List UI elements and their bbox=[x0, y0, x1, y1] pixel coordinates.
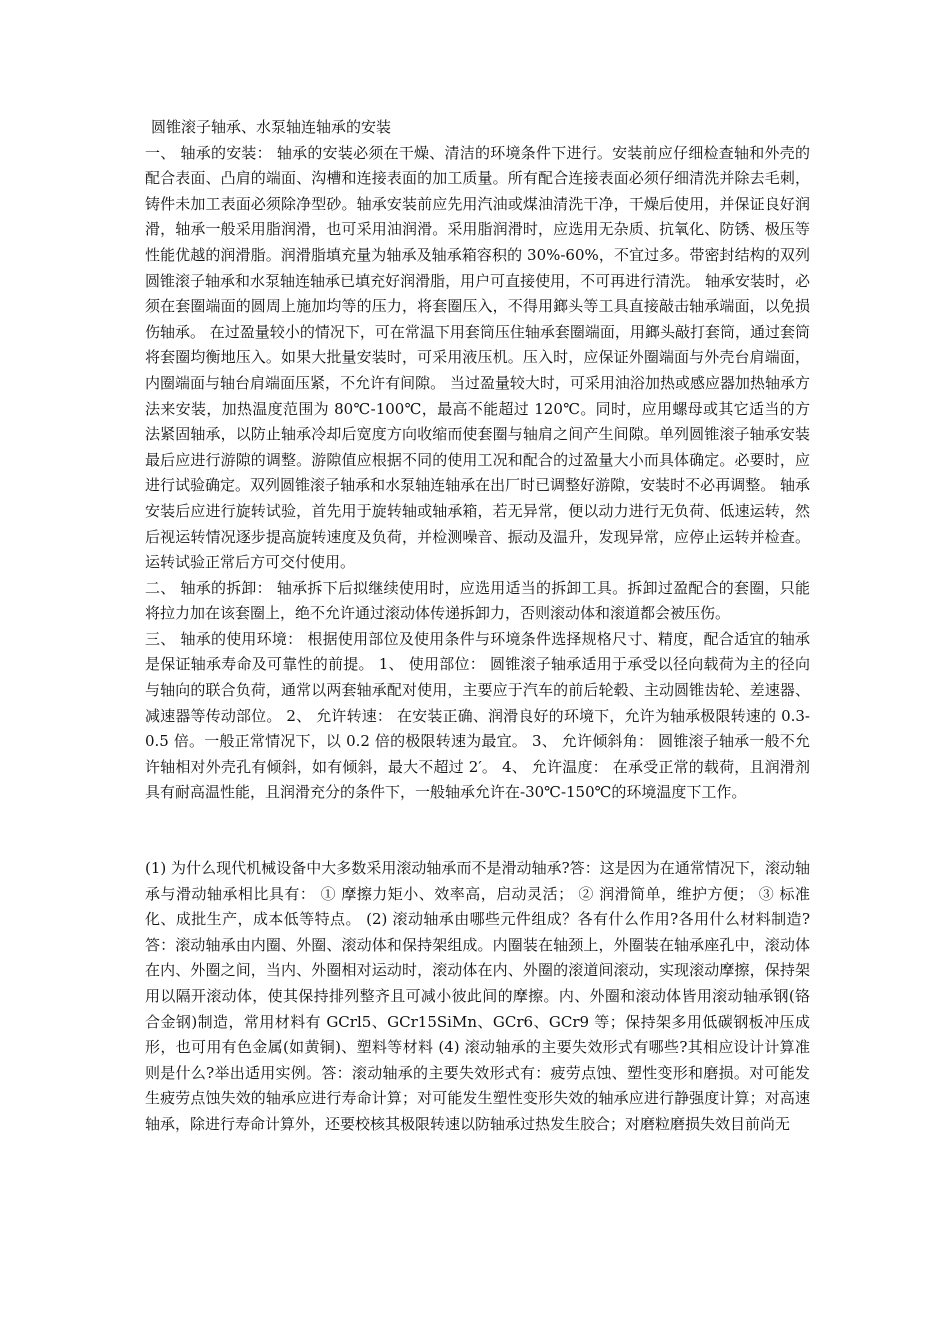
paragraph-gap bbox=[145, 806, 810, 856]
qa-section: (1) 为什么现代机械设备中大多数采用滚动轴承而不是滑动轴承?答：这是因为在通常情况下，滚动轴承与滑动轴承相比具有： ① 摩擦力矩小、效率高，启动灵活； ② 润滑简单，维护方便； ③ 标准化、成批生产，成本低等特点。 (2) 滚动轴承由哪些元件组成？各有什么作用?各用什么材料制造?答：滚动轴承由内圈、外圈、滚动体和保持架组成。内圈装在轴颈上，外圈装在轴承座孔中，滚动体在内、外圈之间，当内、外圈相对运动时，滚动体在内、外圈的滚道间滚动，实现滚动摩擦，保持架用以隔开滚动体，使其保持排列整齐且可减小彼此间的摩擦。内、外圈和滚动体皆用滚动轴承钢(铬合金钢)制造，常用材料有 GCrl5、GCr15SiMn、GCr6、GCr9 等；保持架多用低碳钢板冲压成形，也可用有色金属(如黄铜)、塑料等材料 (4) 滚动轴承的主要失效形式有哪些?其相应设计计算准则是什么?举出适用实例。答：滚动轴承的主要失效形式有：疲劳点蚀、塑性变形和磨损。对可能发生疲劳点蚀失效的轴承应进行寿命计算；对可能发生塑性变形失效的轴承应进行静强度计算；对高速轴承，除进行寿命计算外，还要校核其极限转速以防轴承过热发生胶合；对磨粒磨损失效目前尚无 bbox=[145, 859, 810, 1133]
document-body bbox=[145, 115, 810, 1138]
document-title: 圆锥滚子轴承、水泵轴连轴承的安装 bbox=[151, 118, 392, 136]
section-removal: 二、 轴承的拆卸： 轴承拆下后拟继续使用时，应选用适当的拆卸工具。拆卸过盈配合的套圈，只能将拉力加在该套圈上，绝不允许通过滚动体传递拆卸力，否则滚动体和滚道都会被压伤。 bbox=[145, 578, 810, 623]
section-installation: 一、 轴承的安装： 轴承的安装必须在干燥、清洁的环境条件下进行。安装前应仔细检查轴和外壳的配合表面、凸肩的端面、沟槽和连接表面的加工质量。所有配合连接表面必须仔细清洗并除去毛刺，铸件未加工表面必须除净型砂。轴承安装前应先用汽油或煤油清洗干净，干燥后使用，并保证良好润滑，轴承一般采用脂润滑，也可采用油润滑。采用脂润滑时，应选用无杂质、抗氧化、防锈、极压等性能优越的润滑脂。润滑脂填充量为轴承及轴承箱容积的 30%-60%，不宜过多。带密封结构的双列圆锥滚子轴承和水泵轴连轴承已填充好润滑脂，用户可直接使用，不可再进行清洗。 轴承安装时，必须在套圈端面的圆周上施加均等的压力，将套圈压入，不得用鎯头等工具直接敲击轴承端面，以免损伤轴承。 在过盈量较小的情况下，可在常温下用套筒压住轴承套圈端面，用鎯头敲打套筒，通过套筒将套圈均衡地压入。如果大批量安装时，可采用液压机。压入时，应保证外圈端面与外壳台肩端面，内圈端面与轴台肩端面压紧，不允许有间隙。 当过盈量较大时，可采用油浴加热或感应器加热轴承方法来安装，加热温度范围为 80℃-100℃，最高不能超过 120℃。同时，应用螺母或其它适当的方法紧固轴承，以防止轴承冷却后宽度方向收缩而使套圈与轴肩之间产生间隙。单列圆锥滚子轴承安装最后应进行游隙的调整。游隙值应根据不同的使用工况和配合的过盈量大小而具体确定。必要时，应进行试验确定。双列圆锥滚子轴承和水泵轴连轴承在出厂时已调整好游隙，安装时不必再调整。 轴承安装后应进行旋转试验，首先用于旋转轴或轴承箱，若无异常，便以动力进行无负荷、低速运转，然后视运转情况逐步提高旋转速度及负荷，并检测噪音、振动及温升，发现异常，应停止运转并检查。运转试验正常后方可交付使用。 bbox=[145, 143, 810, 572]
section-operating-environment: 三、 轴承的使用环境： 根据使用部位及使用条件与环境条件选择规格尺寸、精度，配合适宜的轴承是保证轴承寿命及可靠性的前提。 1、 使用部位： 圆锥滚子轴承适用于承受以径向载荷为主的径向与轴向的联合负荷，通常以两套轴承配对使用，主要应于汽车的前后轮毂、主动圆锥齿轮、差速器、减速器等传动部位。 2、 允许转速： 在安装正确、润滑良好的环境下，允许为轴承极限转速的 0.3-0.5 倍。一般正常情况下，以 0.2 倍的极限转速为最宜。 3、 允许倾斜角： 圆锥滚子轴承一般不允许轴相对外壳孔有倾斜，如有倾斜，最大不超过 2′。 4、 允许温度： 在承受正常的载荷，且润滑剂具有耐高温性能，且润滑充分的条件下，一般轴承允许在-30℃-150℃的环境温度下工作。 bbox=[145, 629, 810, 802]
